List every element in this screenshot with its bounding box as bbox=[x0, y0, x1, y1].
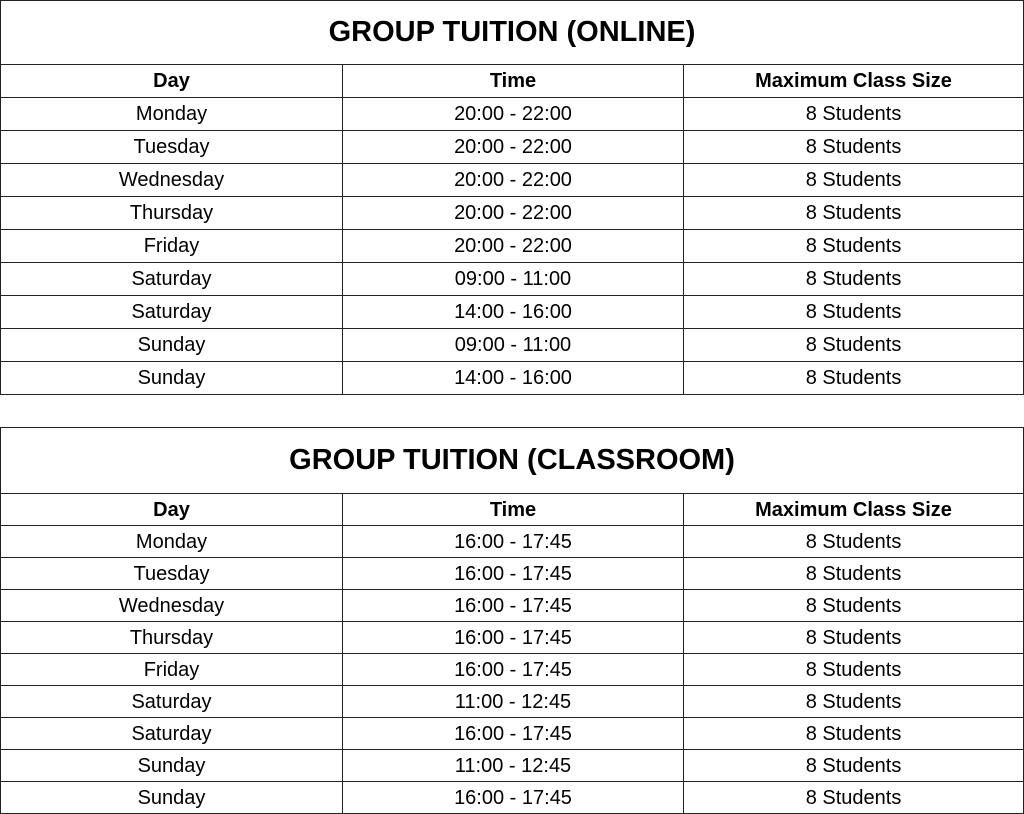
cell-time: 16:00 - 17:45 bbox=[343, 654, 684, 686]
table-row bbox=[1, 131, 1024, 164]
cell-day: Thursday bbox=[1, 622, 343, 654]
cell-day: Friday bbox=[1, 654, 343, 686]
cell-class-size: 8 Students bbox=[684, 164, 1024, 197]
cell-time: 09:00 - 11:00 bbox=[343, 263, 684, 296]
cell-class-size: 8 Students bbox=[684, 654, 1024, 686]
title-row bbox=[1, 428, 1024, 494]
header-day: Day bbox=[1, 65, 343, 98]
cell-time: 20:00 - 22:00 bbox=[343, 164, 684, 197]
table-row bbox=[1, 590, 1024, 622]
cell-time: 14:00 - 16:00 bbox=[343, 362, 684, 395]
cell-time: 11:00 - 12:45 bbox=[343, 686, 684, 718]
cell-day: Tuesday bbox=[1, 558, 343, 590]
cell-class-size: 8 Students bbox=[684, 263, 1024, 296]
cell-day: Saturday bbox=[1, 263, 343, 296]
table-row bbox=[1, 164, 1024, 197]
cell-day: Sunday bbox=[1, 329, 343, 362]
cell-time: 09:00 - 11:00 bbox=[343, 329, 684, 362]
cell-day: Thursday bbox=[1, 197, 343, 230]
cell-day: Monday bbox=[1, 526, 343, 558]
cell-day: Saturday bbox=[1, 718, 343, 750]
classroom-schedule-table bbox=[0, 427, 1024, 814]
table-title: GROUP TUITION (ONLINE) bbox=[1, 1, 1024, 65]
cell-time: 16:00 - 17:45 bbox=[343, 558, 684, 590]
cell-day: Sunday bbox=[1, 362, 343, 395]
cell-day: Sunday bbox=[1, 750, 343, 782]
cell-class-size: 8 Students bbox=[684, 622, 1024, 654]
cell-day: Tuesday bbox=[1, 131, 343, 164]
cell-class-size: 8 Students bbox=[684, 686, 1024, 718]
cell-time: 14:00 - 16:00 bbox=[343, 296, 684, 329]
table-row bbox=[1, 558, 1024, 590]
header-day: Day bbox=[1, 494, 343, 526]
cell-time: 16:00 - 17:45 bbox=[343, 718, 684, 750]
cell-day: Saturday bbox=[1, 686, 343, 718]
cell-time: 11:00 - 12:45 bbox=[343, 750, 684, 782]
cell-time: 16:00 - 17:45 bbox=[343, 622, 684, 654]
table-row bbox=[1, 98, 1024, 131]
header-time: Time bbox=[343, 494, 684, 526]
cell-class-size: 8 Students bbox=[684, 590, 1024, 622]
table-row bbox=[1, 329, 1024, 362]
cell-class-size: 8 Students bbox=[684, 296, 1024, 329]
cell-day: Monday bbox=[1, 98, 343, 131]
cell-class-size: 8 Students bbox=[684, 230, 1024, 263]
table-row bbox=[1, 654, 1024, 686]
table-row bbox=[1, 750, 1024, 782]
cell-class-size: 8 Students bbox=[684, 197, 1024, 230]
cell-time: 20:00 - 22:00 bbox=[343, 230, 684, 263]
cell-class-size: 8 Students bbox=[684, 98, 1024, 131]
title-row bbox=[1, 1, 1024, 65]
cell-time: 16:00 - 17:45 bbox=[343, 590, 684, 622]
cell-time: 16:00 - 17:45 bbox=[343, 526, 684, 558]
header-class-size: Maximum Class Size bbox=[684, 65, 1024, 98]
table-title: GROUP TUITION (CLASSROOM) bbox=[1, 428, 1024, 494]
table-row bbox=[1, 718, 1024, 750]
table-row bbox=[1, 362, 1024, 395]
cell-class-size: 8 Students bbox=[684, 329, 1024, 362]
cell-time: 20:00 - 22:00 bbox=[343, 98, 684, 131]
table-row bbox=[1, 686, 1024, 718]
cell-day: Wednesday bbox=[1, 590, 343, 622]
cell-class-size: 8 Students bbox=[684, 750, 1024, 782]
header-row bbox=[1, 494, 1024, 526]
table-row bbox=[1, 230, 1024, 263]
header-class-size: Maximum Class Size bbox=[684, 494, 1024, 526]
cell-class-size: 8 Students bbox=[684, 718, 1024, 750]
table-row bbox=[1, 622, 1024, 654]
cell-time: 16:00 - 17:45 bbox=[343, 782, 684, 814]
online-schedule-table bbox=[0, 0, 1024, 395]
table-row bbox=[1, 263, 1024, 296]
cell-day: Saturday bbox=[1, 296, 343, 329]
cell-time: 20:00 - 22:00 bbox=[343, 131, 684, 164]
header-row bbox=[1, 65, 1024, 98]
table-row bbox=[1, 782, 1024, 814]
cell-time: 20:00 - 22:00 bbox=[343, 197, 684, 230]
cell-class-size: 8 Students bbox=[684, 782, 1024, 814]
table-row bbox=[1, 296, 1024, 329]
cell-class-size: 8 Students bbox=[684, 131, 1024, 164]
cell-day: Friday bbox=[1, 230, 343, 263]
cell-class-size: 8 Students bbox=[684, 362, 1024, 395]
table-row bbox=[1, 526, 1024, 558]
header-time: Time bbox=[343, 65, 684, 98]
table-row bbox=[1, 197, 1024, 230]
cell-day: Sunday bbox=[1, 782, 343, 814]
cell-class-size: 8 Students bbox=[684, 526, 1024, 558]
cell-class-size: 8 Students bbox=[684, 558, 1024, 590]
cell-day: Wednesday bbox=[1, 164, 343, 197]
